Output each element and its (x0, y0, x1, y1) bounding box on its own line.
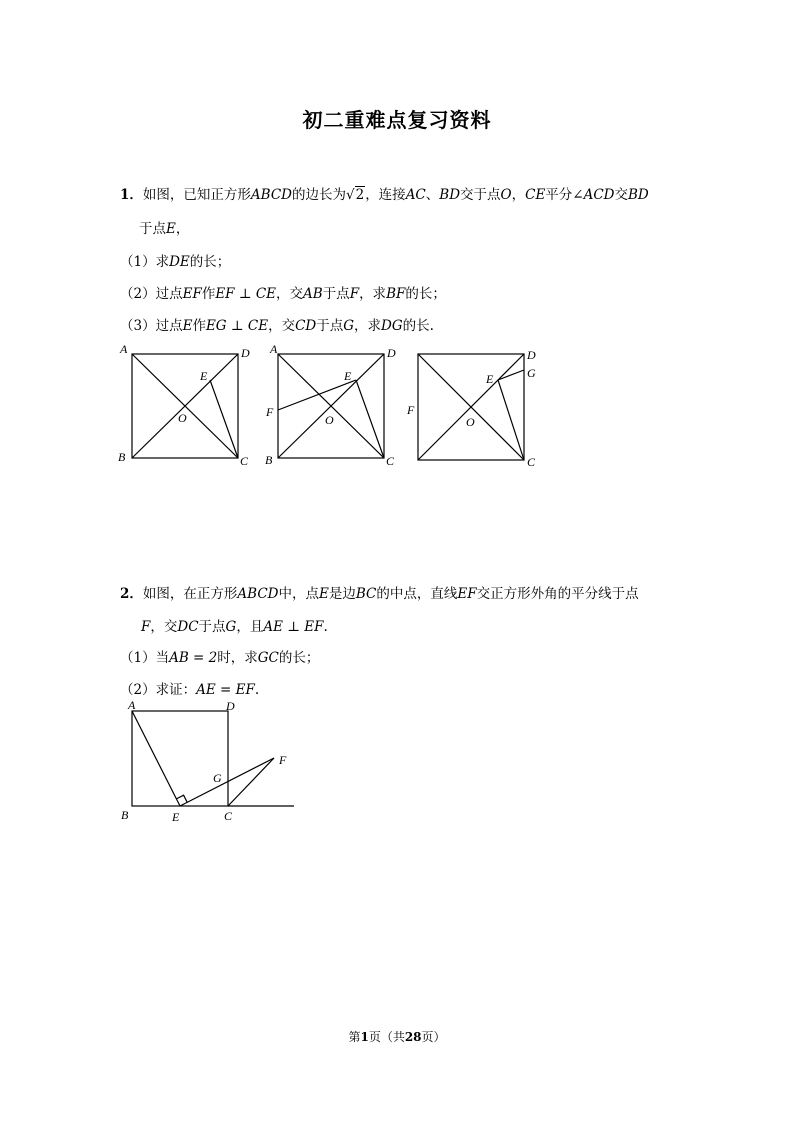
math-EF-perp-CE: EF ⊥ CE (215, 286, 277, 302)
page-total: 28 (404, 1030, 422, 1044)
math-BD: BD (628, 187, 649, 203)
label-F: F (279, 753, 287, 767)
math-E: E (166, 221, 176, 237)
segment-EG (498, 370, 524, 380)
q1-text: 的长； (189, 254, 231, 270)
q1-text: ，连接 (365, 187, 406, 203)
math-CD: CD (295, 318, 317, 334)
q2-part-1 (120, 646, 319, 666)
q2-text: （1）当 (120, 650, 170, 666)
label-C: C (240, 454, 249, 468)
math-AB: AB (303, 286, 323, 302)
segment-EF (180, 758, 274, 806)
label-A: A (270, 342, 278, 356)
segment-EF (278, 380, 356, 410)
q1-text: 的边长为 (291, 187, 346, 203)
label-D: D (387, 346, 396, 360)
q2-text: 如图，在正方形 (142, 586, 238, 602)
math-EF: EF (457, 586, 477, 602)
math-G: G (225, 619, 237, 635)
page-title: 初二重难点复习资料 (302, 108, 492, 132)
footer-text: 页） (421, 1030, 446, 1044)
math-AB-eq-2: AB = 2 (169, 650, 218, 666)
math-F: F (141, 619, 151, 635)
q1-text: 、 (425, 187, 440, 203)
q2-line-1 (120, 582, 639, 602)
math-O: O (500, 187, 512, 203)
segment-CE (498, 380, 524, 460)
q1-text: 交 (614, 187, 629, 203)
label-O: O (325, 413, 334, 427)
math-ABCD: ABCD (250, 187, 292, 203)
q1-line-1 (120, 183, 649, 203)
math-BC: BC (355, 586, 377, 602)
math-E: E (318, 586, 329, 602)
label-A: A (128, 698, 136, 712)
segment-CE (356, 380, 384, 458)
label-C: C (224, 809, 233, 823)
math-E: E (182, 318, 193, 334)
q2-text: 中，点 (278, 586, 319, 602)
math-EF: EF (182, 286, 202, 302)
q1-text: ， (175, 221, 190, 237)
figure-4 (116, 694, 306, 826)
q2-text: （2）求证： (120, 682, 197, 698)
q1-text: （2）过点 (120, 286, 183, 302)
q1-text: 平分 (545, 187, 573, 203)
q1-text: ，求 (359, 286, 387, 302)
math-AC: AC (405, 187, 426, 203)
q1-text: ，交 (268, 318, 296, 334)
q1-text: ， (511, 187, 526, 203)
label-B: B (118, 450, 126, 464)
q1-part-1 (120, 250, 230, 270)
square (132, 711, 228, 806)
q1-text: ，求 (354, 318, 382, 334)
footer-text: 页（共 (368, 1030, 405, 1044)
q1-text: 作 (201, 286, 216, 302)
q2-text: ，且 (236, 619, 264, 635)
label-E: E (200, 369, 208, 383)
label-G: G (527, 366, 536, 380)
figure-3 (402, 340, 552, 470)
bisector-CF (228, 758, 274, 806)
math-G: G (343, 318, 355, 334)
math-DC: DC (177, 619, 199, 635)
q2-number: 2． (120, 586, 143, 602)
q2-text: 是边 (328, 586, 356, 602)
q2-text: ，交 (150, 619, 178, 635)
q1-text: 于点 (316, 318, 344, 334)
math-F: F (349, 286, 360, 302)
q2-text: . (254, 682, 260, 698)
label-C: C (386, 454, 395, 468)
q2-text: 交正方形外角的平分线于点 (476, 586, 639, 602)
q1-text: 的长； (405, 286, 446, 302)
math-BD: BD (439, 187, 461, 203)
label-E: E (344, 369, 352, 383)
label-G: G (213, 771, 222, 785)
q1-text: 如图，已知正方形 (142, 187, 251, 203)
math-AE-eq-EF: AE = EF (196, 682, 255, 698)
math-angle-ACD: ∠ACD (572, 187, 615, 203)
q1-text: 作 (192, 318, 206, 334)
label-B: B (265, 453, 273, 467)
figure-2 (260, 340, 400, 470)
math-EG-perp-CE: EG ⊥ CE (205, 318, 269, 334)
label-O: O (178, 411, 187, 425)
label-B: B (121, 808, 129, 822)
q2-text: 时，求 (217, 650, 258, 666)
segment-CE (210, 380, 238, 458)
q2-text: . (323, 619, 328, 635)
label-E: E (486, 372, 494, 386)
label-C: C (527, 455, 536, 469)
label-A: A (120, 342, 128, 356)
math-AE-perp-EF: AE ⊥ EF (263, 619, 324, 635)
q1-part-3 (120, 314, 434, 334)
segment-AE (132, 711, 180, 806)
math-BF: BF (386, 286, 406, 302)
q1-text: 交于点 (460, 187, 501, 203)
q2-text: 的中点，直线 (376, 586, 458, 602)
q1-text: 于点 (139, 221, 166, 237)
q2-line-2 (141, 615, 328, 635)
page-number: 1 (360, 1030, 369, 1044)
q1-number: 1． (120, 187, 143, 203)
q1-text: （3）过点 (120, 318, 183, 334)
q2-text: 于点 (198, 619, 226, 635)
figure-1 (114, 340, 254, 470)
q1-text: （1）求 (120, 254, 170, 270)
math-GC: GC (257, 650, 279, 666)
math-CE: CE (525, 187, 546, 203)
label-E: E (172, 810, 180, 824)
sqrt-2: √2 (345, 187, 365, 203)
q1-part-2 (120, 282, 446, 302)
q1-line-2 (139, 217, 189, 237)
q1-text: ，交 (276, 286, 304, 302)
q1-text: 的长. (402, 318, 434, 334)
label-D: D (226, 699, 235, 713)
footer-text: 第 (348, 1030, 361, 1044)
page-footer (0, 1028, 794, 1045)
q1-text: 于点 (322, 286, 350, 302)
q2-text: 的长； (278, 650, 320, 666)
math-DE: DE (169, 254, 190, 270)
label-F: F (407, 403, 415, 417)
math-DG: DG (381, 318, 403, 334)
sqrt-radicand: 2 (355, 187, 365, 203)
label-O: O (466, 415, 475, 429)
label-D: D (241, 346, 250, 360)
label-D: D (527, 348, 536, 362)
label-F: F (266, 405, 274, 419)
math-ABCD: ABCD (237, 586, 279, 602)
